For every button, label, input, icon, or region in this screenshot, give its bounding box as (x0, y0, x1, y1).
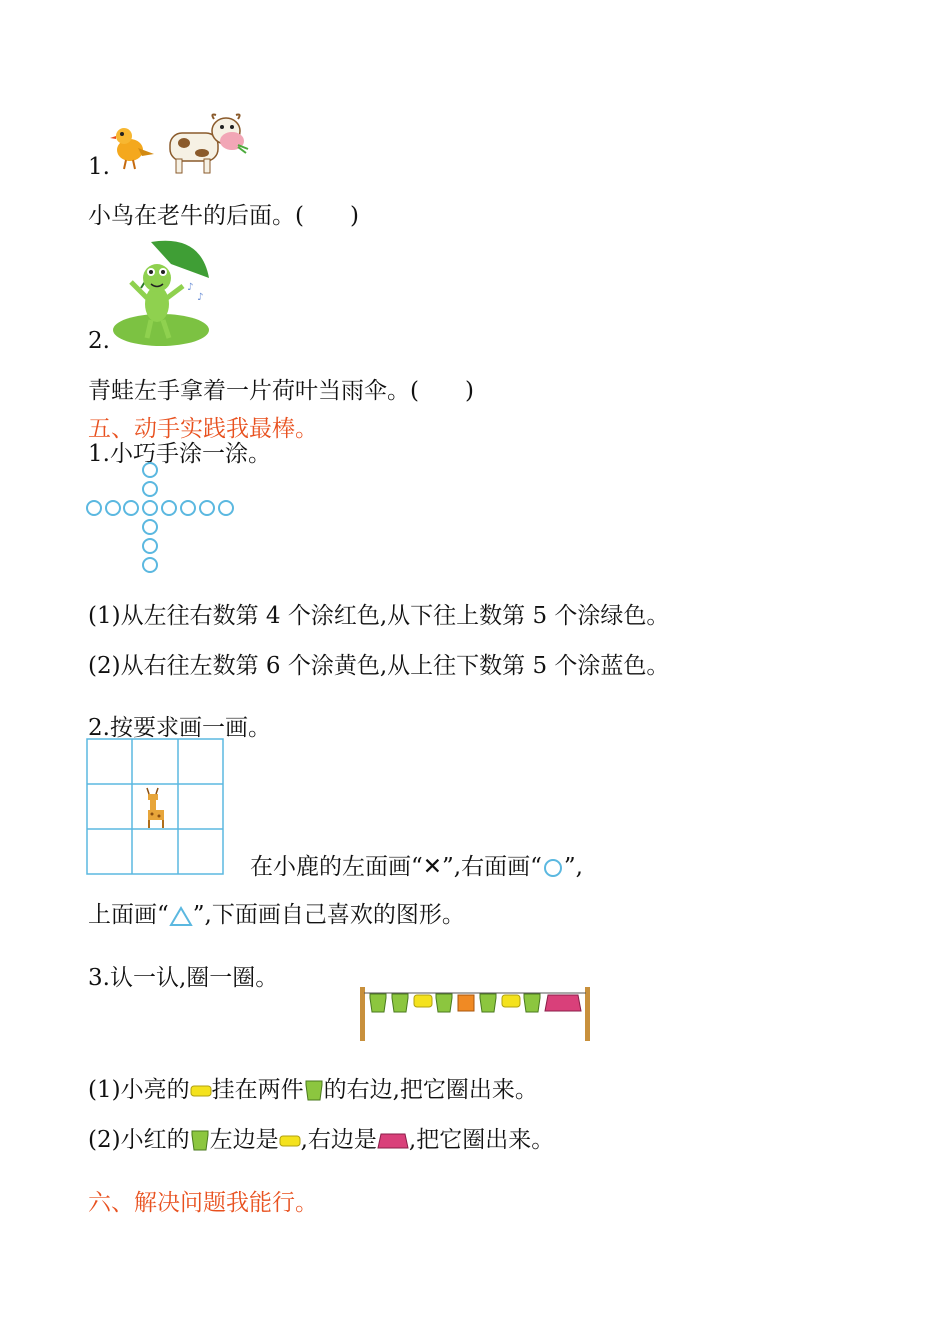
x-mark-icon: ✕ (422, 854, 443, 880)
frog-illustration (111, 238, 211, 346)
q2-text: 青蛙左手拿着一片荷叶当雨伞。( ) (88, 378, 474, 404)
section6-title: 六、解决问题我能行。 (88, 1190, 318, 1216)
circle (200, 501, 214, 515)
circle (181, 501, 195, 515)
circle (143, 539, 157, 553)
task2-line1: 在小鹿的左面画“✕”,右面画“ ”, (250, 854, 583, 880)
q2-number: 2. (88, 328, 110, 354)
circle (219, 501, 233, 515)
task1-line2: (2)从右往左数第 6 个涂黄色,从上往下数第 5 个涂蓝色。 (88, 653, 670, 679)
task1-line1: (1)从左往右数第 4 个涂红色,从下往上数第 5 个涂绿色。 (88, 603, 670, 629)
triangle-icon (169, 905, 193, 927)
task2-line2: 上面画“ ”,下面画自己喜欢的图形。 (88, 902, 465, 928)
circle (87, 501, 101, 515)
bird-illustration (108, 124, 156, 170)
task1-title: 1.小巧手涂一涂。 (88, 441, 271, 467)
task3-line1: (1)小亮的 挂在两件 的右边,把它圈出来。 (88, 1077, 538, 1103)
circle (143, 501, 157, 515)
shirt-icon (304, 1080, 324, 1102)
task3-line2: (2)小红的 左边是 ,右边是 ,把它圈出来。 (88, 1127, 555, 1153)
pants-icon (190, 1084, 212, 1098)
circle (162, 501, 176, 515)
circle-icon (542, 857, 564, 879)
circle (143, 558, 157, 572)
q1-number: 1. (88, 154, 110, 180)
task3-title: 3.认一认,圈一圈。 (88, 965, 279, 991)
circle (124, 501, 138, 515)
circle (143, 520, 157, 534)
section5-title: 五、动手实践我最棒。 (88, 416, 318, 442)
circle (106, 501, 120, 515)
grid-3x3 (86, 738, 226, 876)
svg-text:♪: ♪ (197, 292, 204, 303)
shirt-icon (190, 1130, 210, 1152)
deer-icon (147, 788, 164, 828)
circle-cross-figure (84, 460, 240, 578)
circle (143, 463, 157, 477)
q1-text: 小鸟在老牛的后面。( ) (88, 203, 359, 229)
cow-illustration (164, 113, 250, 175)
circle (143, 482, 157, 496)
clothesline-illustration (358, 985, 592, 1043)
pants-icon (279, 1134, 301, 1148)
skirt-icon (377, 1132, 409, 1150)
task2-title: 2.按要求画一画。 (88, 715, 271, 741)
svg-text:♪: ♪ (187, 282, 194, 293)
